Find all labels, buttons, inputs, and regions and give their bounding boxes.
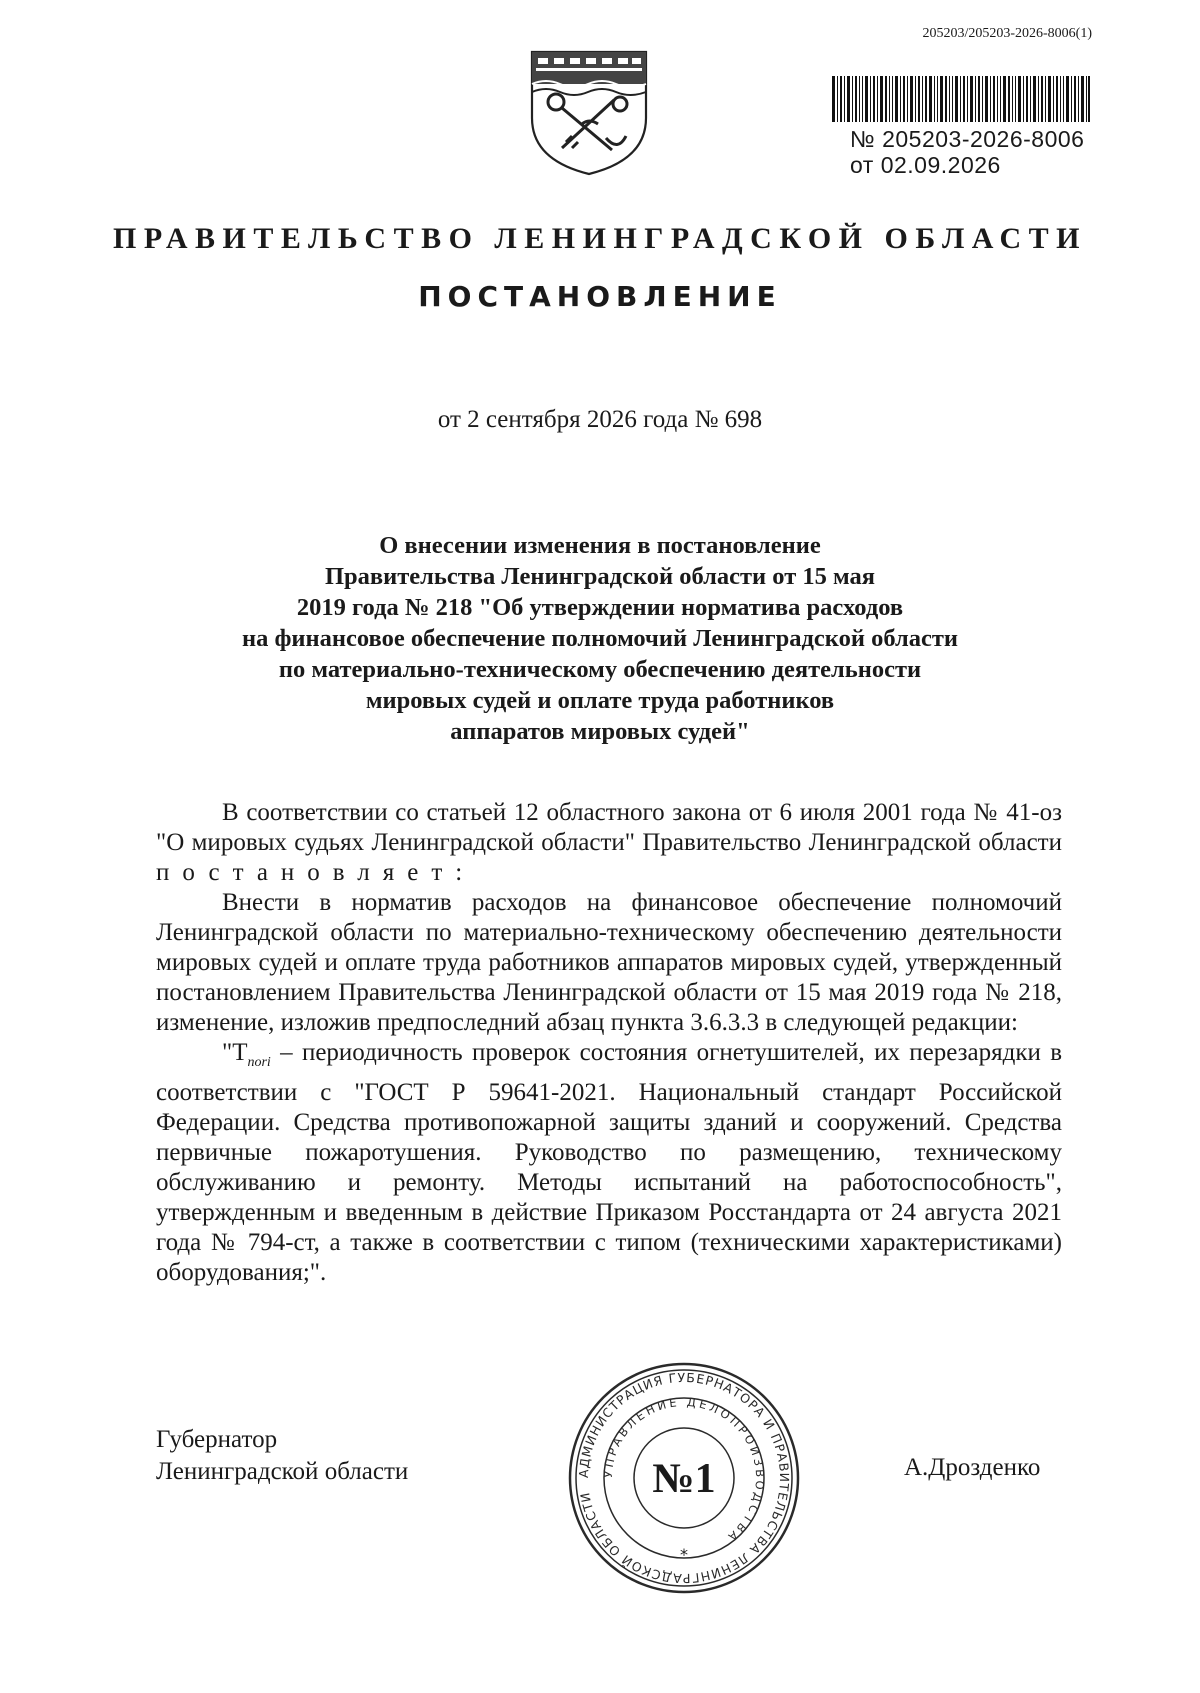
preamble-paragraph	[156, 798, 1062, 888]
preamble-text: В соответствии со статьей 12 областного закона от 6 июля 2001 года № 41-оз "О мировых судьях Ленинградской области"	[156, 799, 1062, 856]
official-stamp	[566, 1360, 802, 1596]
signatory-position	[156, 1424, 408, 1488]
barcode	[832, 76, 1090, 122]
registration-date: от 02.09.2026	[850, 152, 1001, 178]
title-line: аппаратов мировых судей"	[450, 718, 750, 745]
coat-of-arms-icon	[526, 48, 652, 176]
title-line: по материально-техническому обеспечению деятельности	[278, 656, 922, 683]
signatory-name: А.Дрозденко	[904, 1454, 1041, 1481]
formula-symbol: "T	[222, 1039, 248, 1066]
issuing-authority: ПРАВИТЕЛЬСТВО ЛЕНИНГРАДСКОЙ ОБЛАСТИ	[113, 222, 1087, 255]
document-type: ПОСТАНОВЛЕНИЕ	[418, 280, 782, 313]
stamp-star: *	[680, 1545, 688, 1564]
formula-subscript: norі	[247, 1055, 271, 1070]
amendment-paragraph	[156, 1038, 1062, 1288]
title-line: 2019 года № 218 "Об утверждении норматива расходов	[296, 594, 904, 621]
title-line: О внесении изменения в постановление	[379, 532, 821, 559]
operative-paragraph: Внести в норматив расходов на финансовое обеспечение полномочий Ленинградской области по материально-техническому обеспечению деятельности мировых судей и оплате труда работников аппаратов мировых судей, утвержденный постановлением Правительства Ленинградской области от 15 мая 2019 года № 218, изменение, изложив предпоследний абзац пункта 3.6.3.3 в следующей редакции:	[156, 889, 1062, 1036]
title-line: Правительства Ленинградской области от 15 мая	[324, 563, 876, 590]
position-line: Ленинградской области	[156, 1458, 409, 1485]
title-line: мировых судей и оплате труда работников	[365, 687, 835, 714]
registration-number: № 205203-2026-8006	[850, 126, 1085, 152]
title-line: на финансовое обеспечение полномочий Ленинградской области	[241, 625, 958, 652]
stamp-number: №1	[652, 1456, 716, 1502]
amendment-text: – периодичность проверок состояния огнетушителей, их перезарядки в соответствии с "ГОСТ Р 59641-2021. Национальный стандарт Российской Федерации. Средства противопожарной защиты зданий и сооружений. Средства первичные пожаротушения. Руководство по размещению, техническому обслуживанию и ремонту. Методы испытаний на работоспособность", утвержденным и введенным в действие Приказом Росстандарта от 24 августа 2021 года № 794-ст, а также в соответствии с типом (техническими характеристиками) оборудования;".	[156, 1039, 1062, 1286]
decree-body	[156, 798, 1062, 1288]
decree-date-number: от 2 сентября 2026 года № 698	[437, 406, 763, 433]
position-line: Губернатор	[156, 1426, 278, 1453]
decree-title	[140, 530, 1060, 747]
document-code: 205203/205203-2026-8006(1)	[922, 26, 1092, 41]
resolves-verb: постановляет:	[156, 859, 476, 886]
stamp-inner-text: УПРАВЛЕНИЕ ДЕЛОПРОИЗВОДСТВА	[600, 1394, 768, 1546]
stamp-outer-text: АДМИНИСТРАЦИЯ ГУБЕРНАТОРА И ПРАВИТЕЛЬСТВА ЛЕНИНГРАДСКОЙ ОБЛАСТИ	[575, 1369, 793, 1587]
preamble-subject: Правительство Ленинградской области	[642, 829, 1062, 856]
